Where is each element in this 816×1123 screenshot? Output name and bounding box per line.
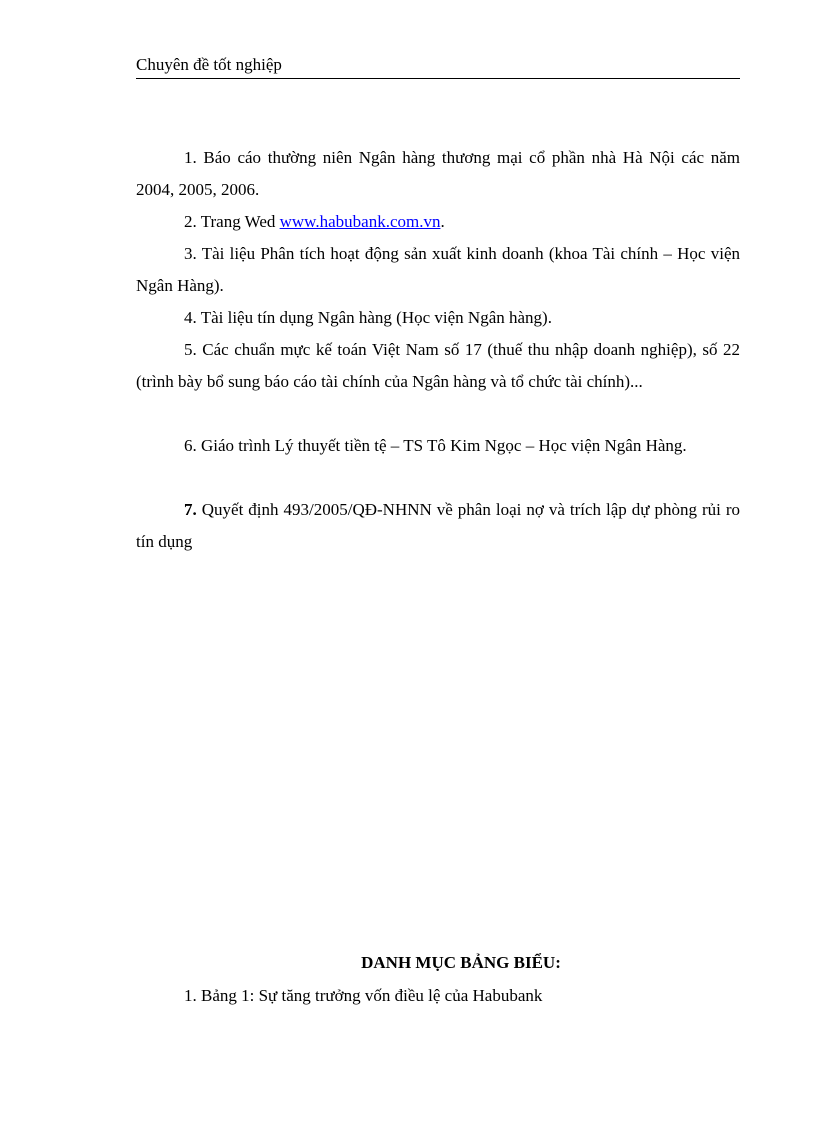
page-header — [136, 52, 740, 79]
table-list-number: 1. — [184, 986, 197, 1005]
reference-item-3 — [136, 238, 740, 302]
reference-number: 2. — [184, 212, 197, 231]
reference-text: Quyết định 493/2005/QĐ-NHNN về phân loại nợ và trích lập dự phòng rủi ro tín dụng — [136, 500, 740, 551]
reference-item-5 — [136, 334, 740, 398]
reference-suffix: . — [440, 212, 445, 231]
reference-number: 6. — [184, 436, 197, 455]
reference-number: 5. — [184, 340, 197, 359]
reference-text: Trang Wed — [200, 212, 280, 231]
reference-number: 1. — [184, 148, 197, 167]
table-list-item-1 — [136, 980, 740, 1012]
header-title: Chuyên đề tốt nghiệp — [136, 55, 282, 74]
reference-number: 4. — [184, 308, 197, 327]
habubank-website-link[interactable]: www.habubank.com.vn — [279, 212, 441, 231]
reference-item-2 — [136, 206, 740, 238]
reference-text: Tài liệu tín dụng Ngân hàng (Học viện Ngân hàng). — [200, 308, 552, 327]
reference-item-6 — [136, 430, 740, 462]
reference-text: Giáo trình Lý thuyết tiền tệ – TS Tô Kim Ngọc – Học viện Ngân Hàng. — [201, 436, 687, 455]
tables-list-heading: DANH MỤC BẢNG BIỂU: — [361, 953, 561, 972]
reference-number: 3. — [184, 244, 197, 263]
reference-text: Báo cáo thường niên Ngân hàng thương mại cổ phần nhà Hà Nội các năm 2004, 2005, 2006. — [136, 148, 741, 199]
reference-text: Các chuẩn mực kế toán Việt Nam số 17 (thuế thu nhập doanh nghiệp), số 22 (trình bày bổ sung báo cáo tài chính của Ngân hàng và tổ chức tài chính)... — [136, 340, 741, 391]
reference-item-7 — [136, 494, 740, 558]
reference-item-4 — [136, 302, 740, 334]
table-list-text: Bảng 1: Sự tăng trưởng vốn điều lệ của Habubank — [201, 986, 543, 1005]
reference-number: 7. — [184, 500, 197, 519]
reference-item-1 — [136, 142, 740, 206]
reference-text: Tài liệu Phân tích hoạt động sản xuất kinh doanh (khoa Tài chính – Học viện Ngân Hàng). — [136, 244, 740, 295]
